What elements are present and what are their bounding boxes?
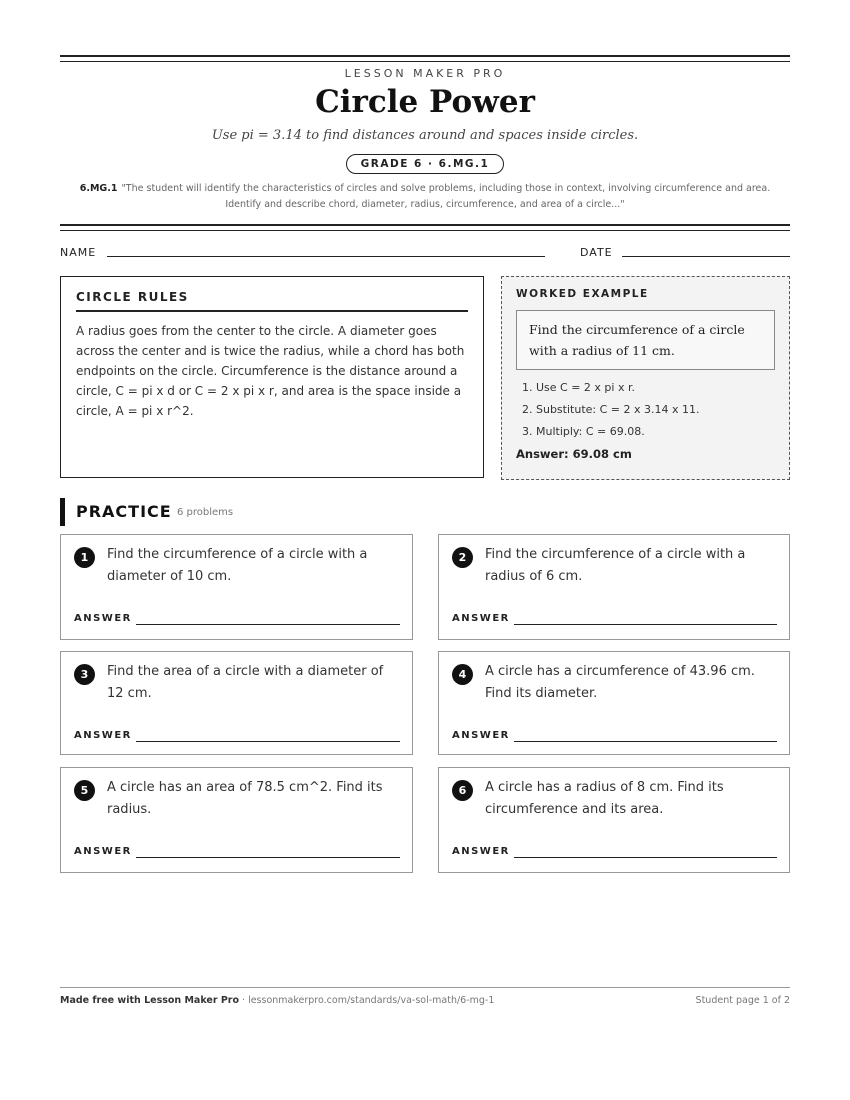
- footer-page-number: Student page 1 of 2: [695, 995, 790, 1006]
- problem-card-1: [60, 534, 413, 640]
- brand-name: LESSON MAKER PRO: [344, 67, 506, 80]
- problem-number-badge: 1: [74, 547, 95, 568]
- standard-line-1: [60, 181, 790, 197]
- answer-label: ANSWER: [74, 613, 132, 624]
- standard-text-2: Identify and describe chord, diameter, radius, circumference, and area of a circle...": [225, 199, 625, 210]
- circle-rules-heading: CIRCLE RULES: [76, 290, 468, 312]
- problem-text: Find the circumference of a circle with a diameter of 10 cm.: [107, 547, 368, 584]
- worked-example-steps: [516, 377, 775, 443]
- standard-code: 6.MG.1: [79, 183, 118, 194]
- problem-text: A circle has a circumference of 43.96 cm. Find its diameter.: [485, 664, 755, 701]
- standard-text-1: "The student will identify the characteristics of circles and solve problems, including those in context, involving circumference and area.: [121, 183, 771, 194]
- footer-divider: [60, 987, 790, 988]
- problem-number-badge: 2: [452, 547, 473, 568]
- page-title: Circle Power: [315, 84, 535, 120]
- problem-number-badge: 6: [452, 780, 473, 801]
- problem-card-4: [438, 651, 790, 755]
- worked-example-step: 1. Use C = 2 x pi x r.: [522, 381, 635, 394]
- answer-label: ANSWER: [452, 613, 510, 624]
- practice-header: [60, 498, 790, 526]
- answer-field-6[interactable]: [514, 857, 777, 858]
- practice-title: PRACTICE: [76, 502, 172, 521]
- answer-field-2[interactable]: [514, 624, 777, 625]
- page-subtitle: Use pi = 3.14 to find distances around and spaces inside circles.: [211, 128, 639, 143]
- problem-card-6: [438, 767, 790, 873]
- answer-label: ANSWER: [74, 846, 132, 857]
- answer-field-1[interactable]: [136, 624, 400, 625]
- name-date-row: [60, 244, 790, 262]
- top-divider: [60, 55, 790, 62]
- worked-example-box: [501, 276, 790, 480]
- practice-count: 6 problems: [177, 507, 234, 518]
- grade-badge: GRADE 6 · 6.MG.1: [346, 154, 505, 174]
- answer-label: ANSWER: [452, 846, 510, 857]
- answer-label: ANSWER: [452, 730, 510, 741]
- problem-number-badge: 3: [74, 664, 95, 685]
- problem-text: A circle has an area of 78.5 cm^2. Find its radius.: [107, 780, 383, 817]
- grade-badge-wrap: [60, 152, 790, 174]
- date-field[interactable]: [622, 256, 790, 257]
- problem-number-badge: 5: [74, 780, 95, 801]
- answer-field-3[interactable]: [136, 741, 400, 742]
- date-label: DATE: [580, 246, 613, 259]
- standard-description: [60, 181, 790, 213]
- worked-example-heading: WORKED EXAMPLE: [516, 288, 649, 300]
- circle-rules-box: [60, 276, 484, 478]
- practice-accent-bar: [60, 498, 65, 526]
- footer-made-with: Made free with Lesson Maker Pro: [60, 995, 240, 1006]
- answer-field-4[interactable]: [514, 741, 777, 742]
- problem-card-2: [438, 534, 790, 640]
- problem-text: Find the circumference of a circle with a radius of 6 cm.: [485, 547, 746, 584]
- worked-example-answer: Answer: 69.08 cm: [516, 447, 632, 461]
- problem-text: A circle has a radius of 8 cm. Find its circumference and its area.: [485, 780, 724, 817]
- name-label: NAME: [60, 246, 97, 259]
- problem-card-5: [60, 767, 413, 873]
- problem-card-3: [60, 651, 413, 755]
- header-divider: [60, 224, 790, 231]
- answer-label: ANSWER: [74, 730, 132, 741]
- problem-text: Find the area of a circle with a diameter of 12 cm.: [107, 664, 384, 701]
- footer-credit: [60, 995, 494, 1006]
- problem-number-badge: 4: [452, 664, 473, 685]
- name-field[interactable]: [107, 256, 545, 257]
- worksheet-page: [60, 0, 790, 1100]
- circle-rules-text: A radius goes from the center to the circle. A diameter goes across the center and is twice the radius, while a chord has both endpoints on the circle. Circumference is the distance around a circle, C = pi x d or C = 2 x pi x r, and area is the space inside a circle, A = pi x r^2.: [76, 324, 465, 418]
- worked-example-step: 3. Multiply: C = 69.08.: [522, 425, 645, 438]
- worked-example-problem: Find the circumference of a circle with a radius of 11 cm.: [516, 310, 775, 370]
- footer-url[interactable]: · lessonmakerpro.com/standards/va-sol-math/6-mg-1: [239, 995, 495, 1006]
- answer-field-5[interactable]: [136, 857, 400, 858]
- worked-example-step: 2. Substitute: C = 2 x 3.14 x 11.: [522, 403, 700, 416]
